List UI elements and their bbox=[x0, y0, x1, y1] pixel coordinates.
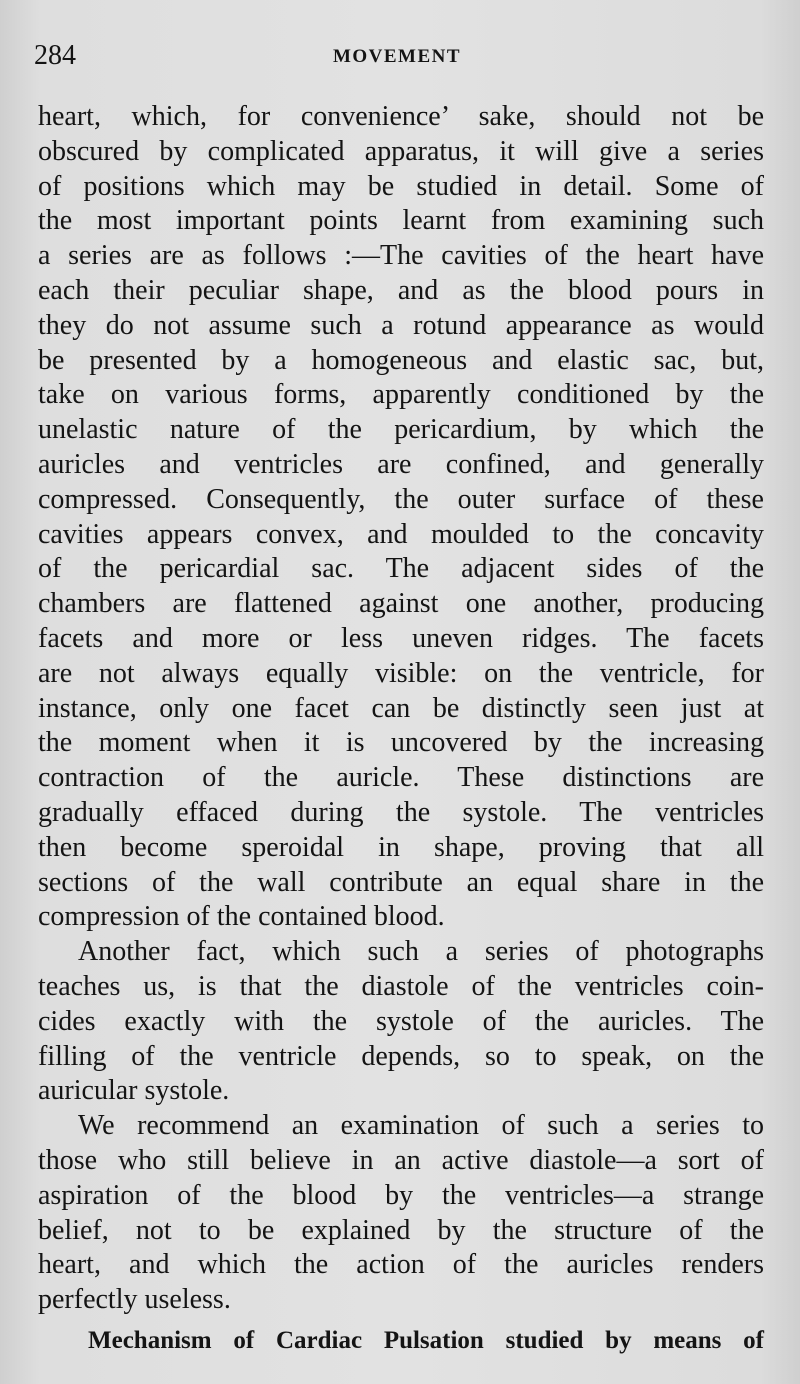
text-line: be presented by a homogeneous and elastic sac, but, bbox=[38, 344, 764, 376]
text-line: of positions which may be studied in detail. Some of bbox=[38, 170, 764, 202]
text-line: take on various forms, apparently conditioned by the bbox=[38, 379, 764, 411]
text-line: a series are as follows :—The cavities of the heart have bbox=[38, 240, 764, 272]
text-line: those who still believe in an active diastole—a sort of bbox=[38, 1144, 764, 1176]
paragraph bbox=[38, 1109, 764, 1318]
text-line: belief, not to be explained by the structure of the bbox=[38, 1214, 764, 1246]
text-line: cavities appears convex, and moulded to the concavity bbox=[38, 518, 764, 550]
text-line: auricular systole. bbox=[38, 1075, 230, 1107]
body-text bbox=[38, 100, 764, 1359]
text-line: gradually effaced during the systole. The ventricles bbox=[38, 796, 764, 828]
text-line: chambers are flattened against one another, producing bbox=[38, 588, 764, 620]
text-line: instance, only one facet can be distinctly seen just at bbox=[38, 692, 764, 724]
text-line: facets and more or less uneven ridges. The facets bbox=[38, 622, 764, 654]
page-header bbox=[30, 40, 764, 80]
text-line: contraction of the auricle. These distinctions are bbox=[38, 762, 764, 794]
running-head: MOVEMENT bbox=[332, 46, 462, 67]
text-line: heart, and which the action of the auricles renders bbox=[38, 1249, 764, 1281]
paragraph bbox=[38, 100, 764, 935]
text-line: compression of the contained blood. bbox=[38, 901, 445, 933]
text-line: heart, which, for convenience’ sake, should not be bbox=[38, 101, 764, 132]
text-line: We recommend an examination of such a series to bbox=[78, 1110, 764, 1142]
text-line: cides exactly with the systole of the auricles. The bbox=[38, 1005, 764, 1037]
text-line: then become speroidal in shape, proving that all bbox=[38, 831, 764, 863]
page-number: 284 bbox=[34, 40, 76, 71]
text-line: compressed. Consequently, the outer surface of these bbox=[38, 483, 764, 515]
text-line: they do not assume such a rotund appearance as would bbox=[38, 309, 764, 341]
text-line: unelastic nature of the pericardium, by which the bbox=[38, 414, 764, 446]
text-line: teaches us, is that the diastole of the ventricles coin- bbox=[38, 970, 764, 1002]
text-line: obscured by complicated apparatus, it will give a series bbox=[38, 135, 764, 167]
paragraph bbox=[38, 935, 764, 1109]
text-line: the moment when it is uncovered by the increasing bbox=[38, 727, 764, 759]
text-line: Another fact, which such a series of photographs bbox=[78, 936, 764, 968]
text-line: sections of the wall contribute an equal share in the bbox=[38, 866, 764, 898]
text-line: auricles and ventricles are confined, and generally bbox=[38, 448, 764, 480]
text-line: of the pericardial sac. The adjacent sides of the bbox=[38, 553, 764, 585]
text-line: each their peculiar shape, and as the blood pours in bbox=[38, 274, 764, 306]
text-line: perfectly useless. bbox=[38, 1284, 231, 1316]
section-heading: Mechanism of Cardiac Pulsation studied by means of bbox=[88, 1326, 764, 1354]
text-line: aspiration of the blood by the ventricles—a strange bbox=[38, 1179, 764, 1211]
text-line: the most important points learnt from examining such bbox=[38, 205, 764, 237]
text-line: are not always equally visible: on the ventricle, for bbox=[38, 657, 764, 689]
text-line: filling of the ventricle depends, so to speak, on the bbox=[38, 1040, 764, 1072]
